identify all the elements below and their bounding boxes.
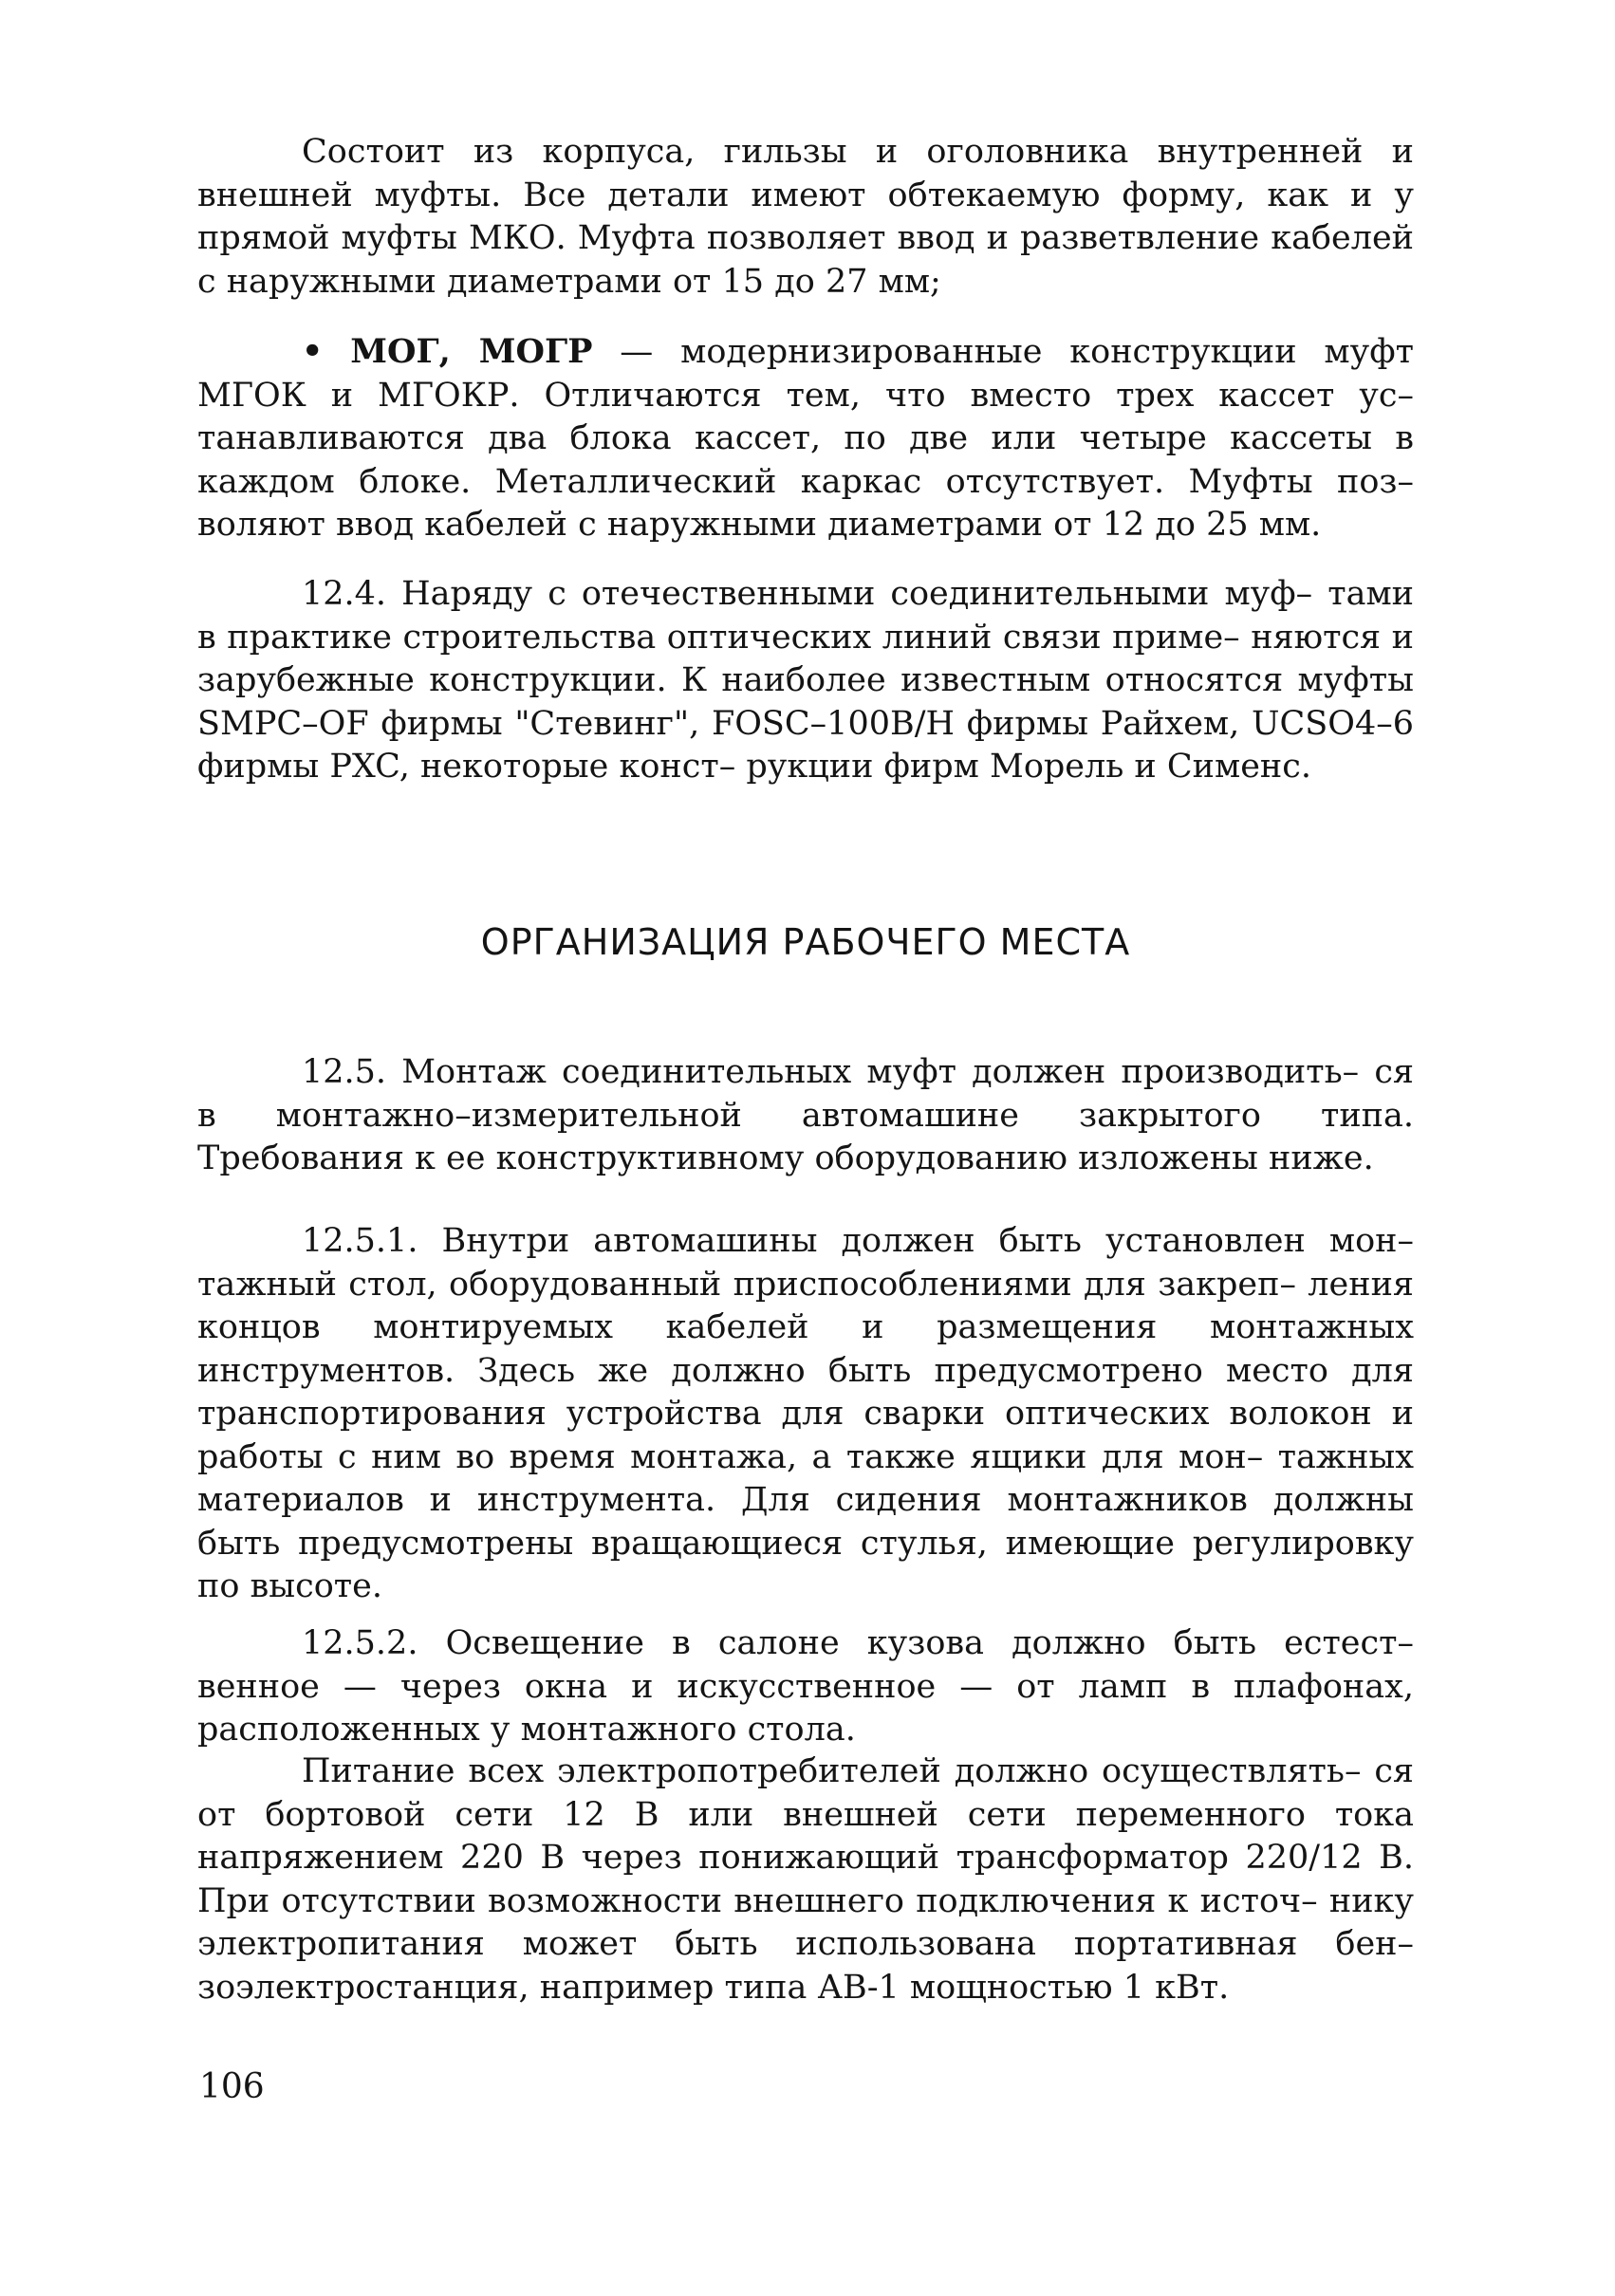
- paragraph-12-5-2-text: 12.5.2. Освещение в салоне кузова должно быть естест– венное — через окна и искусственное — от ламп в плафонах, расположенных у монтажного стола.: [197, 1624, 1414, 1749]
- section-heading: ОРГАНИЗАЦИЯ РАБОЧЕГО МЕСТА: [480, 921, 1131, 963]
- bullet-lead-term: МОГ, МОГР: [350, 332, 593, 371]
- bullet-icon: •: [302, 332, 324, 371]
- bullet-body: — модернизированные конструкции муфт МГОК и МГОКР. Отличаются тем, что вместо трех кассет ус– танавливаются два блока кассет, по две или четыре кассеты в каждом блоке. Металлический каркас отсутствует. Муфты поз– воляют ввод кабелей с наружными диаметрами от 12 до 25 мм.: [197, 333, 1414, 544]
- bullet-item-mog: [197, 330, 1414, 547]
- paragraph-intro-text: Состоит из корпуса, гильзы и оголовника внутренней и внешней муфты. Все детали имеют обтекаемую форму, как и у прямой муфты МКО. Муфта позволяет ввод и разветвление кабелей с наружными диаметрами от 15 до 27 мм;: [197, 133, 1414, 301]
- paragraph-12-5-1: [197, 1220, 1414, 1609]
- page-number: 106: [199, 2067, 265, 2106]
- bullet-item-mog-text: [197, 330, 1414, 547]
- paragraph-12-5-2: [197, 1622, 1414, 1752]
- paragraph-12-5-1-text: 12.5.1. Внутри автомашины должен быть установлен мон– тажный стол, оборудованный приспособлениями для закреп– ления концов монтируемых кабелей и размещения монтажных инструментов. Здесь же должно быть предусмотрено место для транспортирования устройства для сварки оптических волокон и работы с ним во время монтажа, а также ящики для мон– тажных материалов и инструмента. Для сидения монтажников должны быть предусмотрены вращающиеся стулья, имеющие регулировку по высоте.: [197, 1222, 1414, 1605]
- paragraph-12-5: [197, 1051, 1414, 1181]
- paragraph-12-4-text: 12.4. Наряду с отечественными соединительными муф– тами в практике строительства оптических линий связи приме– няются и зарубежные конструкции. К наиболее известным относятся муфты SMPC–OF фирмы "Стевинг", FOSC–100B/H фирмы Райхем, UCSO4–6 фирмы PXC, некоторые конст– рукции фирм Морель и Сименс.: [197, 575, 1414, 786]
- paragraph-12-4: [197, 573, 1414, 789]
- paragraph-power-supply-text: Питание всех электропотребителей должно осуществлять– ся от бортовой сети 12 В или внешней сети переменного тока напряжением 220 В через понижающий трансформатор 220/12 В. При отсутствии возможности внешнего подключения к источ– нику электропитания может быть использована портативная бен– зоэлектростанция, например типа АВ-1 мощностью 1 кВт.: [197, 1752, 1414, 2007]
- paragraph-intro: [197, 131, 1414, 304]
- paragraph-12-5-text: 12.5. Монтаж соединительных муфт должен производить– ся в монтажно–измерительной автомашине закрытого типа. Требования к ее конструктивному оборудованию изложены ниже.: [197, 1053, 1414, 1177]
- paragraph-power-supply: [197, 1750, 1414, 2009]
